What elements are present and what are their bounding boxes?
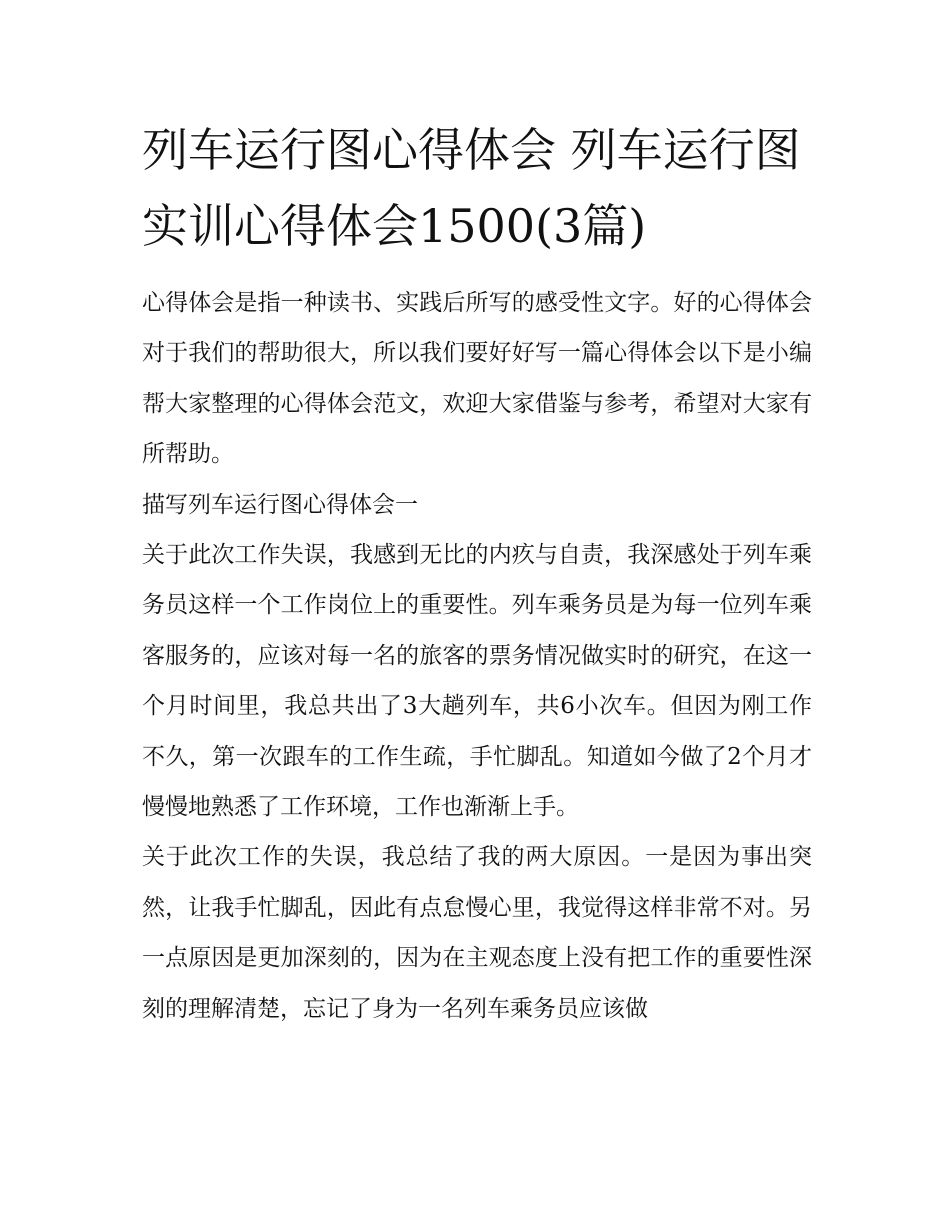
document-body <box>142 278 812 1034</box>
paragraph-section-heading: 描写列车运行图心得体会一 <box>142 491 418 518</box>
document-title: 列车运行图心得体会 列车运行图实训心得体会1500(3篇) <box>142 123 801 253</box>
paragraph-reasons: 关于此次工作的失误，我总结了我的两大原因。一是因为事出突然，让我手忙脚乱，因此有点怠慢心里，我觉得这样非常不对。另一点原因是更加深刻的，因为在主观态度上没有把工作的重要性深刻的理解清楚，忘记了身为一名列车乘务员应该做 <box>142 844 812 1022</box>
paragraph-intro: 心得体会是指一种读书、实践后所写的感受性文字。好的心得体会对于我们的帮助很大，所以我们要好好写一篇心得体会以下是小编帮大家整理的心得体会范文，欢迎大家借鉴与参考，希望对大家有所帮助。 <box>142 290 812 468</box>
paragraph-work-mistake: 关于此次工作失误，我感到无比的内疚与自责，我深感处于列车乘务员这样一个工作岗位上的重要性。列车乘务员是为每一位列车乘客服务的，应该对每一名的旅客的票务情况做实时的研究，在这一个月时间里，我总共出了3大趟列车，共6小次车。但因为刚工作不久，第一次跟车的工作生疏，手忙脚乱。知道如今做了2个月才慢慢地熟悉了工作环境，工作也渐渐上手。 <box>142 542 812 821</box>
